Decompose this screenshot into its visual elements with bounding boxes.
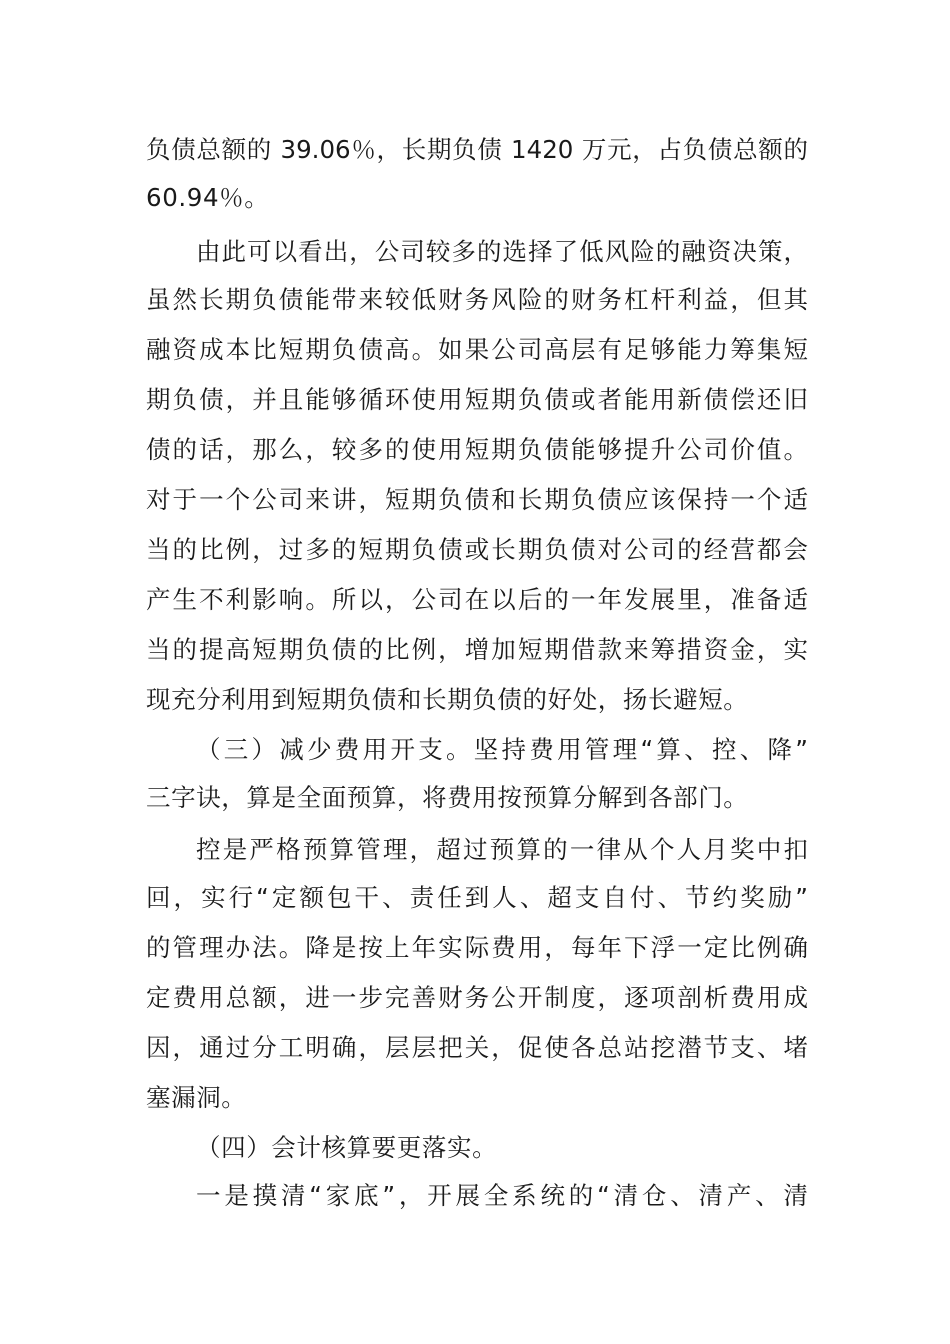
text-line: 对于一个公司来讲，短期负债和长期负债应该保持一个适 [146, 485, 808, 514]
text-line: 回，实行“定额包干、责任到人、超支自付、节约奖励” [146, 883, 808, 912]
text-line: 塞漏洞。 [146, 1083, 247, 1112]
text-line: 60.94％。 [146, 183, 270, 212]
text-line: 定费用总额，进一步完善财务公开制度，逐项剖析费用成 [146, 983, 808, 1012]
text-line: 虽然长期负债能带来较低财务风险的财务杠杆利益，但其 [146, 285, 808, 314]
text-line: 一是摸清“家底”，开展全系统的“清仓、清产、清 [196, 1181, 808, 1210]
text-line: 当的提高短期负债的比例，增加短期借款来筹措资金，实 [146, 635, 808, 664]
text-line: 由此可以看出，公司较多的选择了低风险的融资决策， [196, 237, 808, 266]
text-line: 的管理办法。降是按上年实际费用，每年下浮一定比例确 [146, 933, 808, 962]
text-line: 期负债，并且能够循环使用短期负债或者能用新债偿还旧 [146, 385, 808, 414]
text-line: 现充分利用到短期负债和长期负债的好处，扬长避短。 [146, 685, 749, 714]
text-line: 因，通过分工明确，层层把关，促使各总站挖潜节支、堵 [146, 1033, 808, 1062]
text-line: 产生不利影响。所以，公司在以后的一年发展里，准备适 [146, 585, 808, 614]
text-line: 负债总额的 39.06％，长期负债 1420 万元，占负债总额的 [146, 135, 808, 164]
text-line: （三）减少费用开支。坚持费用管理“算、控、降” [196, 735, 808, 764]
text-line: 当的比例，过多的短期负债或长期负债对公司的经营都会 [146, 535, 808, 564]
text-line: 债的话，那么，较多的使用短期负债能够提升公司价值。 [146, 435, 808, 464]
text-line: 控是严格预算管理，超过预算的一律从个人月奖中扣 [196, 835, 808, 864]
text-line: 融资成本比短期负债高。如果公司高层有足够能力筹集短 [146, 335, 808, 364]
section-heading: （四）会计核算要更落实。 [196, 1133, 498, 1162]
text-line: 三字诀，算是全面预算，将费用按预算分解到各部门。 [146, 783, 749, 812]
